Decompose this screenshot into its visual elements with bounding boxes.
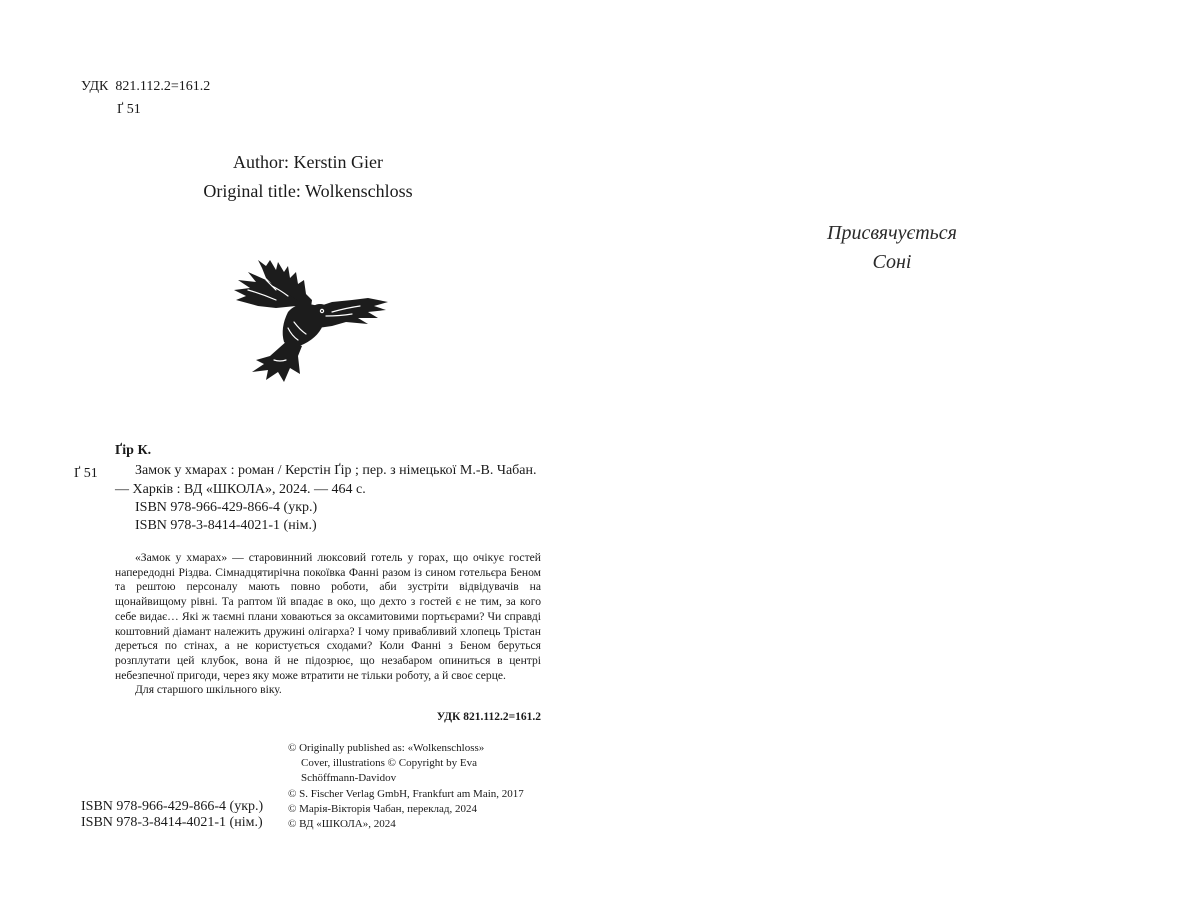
isbn-block [81,799,263,831]
biblio-cutter-number: Ґ 51 [74,466,98,481]
biblio-author: Ґір К. [115,443,152,458]
flying-bird-icon [228,256,392,384]
dedication [780,219,1004,277]
isbn-ukr: ISBN 978-966-429-866-4 (укр.) [81,799,264,814]
biblio-entry-block [115,461,541,535]
dedication-line-1: Присвячується [827,222,957,244]
udk-number: 821.112.2=161.2 [115,79,211,94]
udk-cutter-number: Ґ 51 [117,102,141,117]
copyright-block [288,741,550,832]
biblio-isbn-ukr: ISBN 978-966-429-866-4 (укр.) [135,500,318,515]
copyright-line-shkola: © ВД «ШКОЛА», 2024 [288,818,396,831]
copyright-line-translation: © Марія-Вікторія Чабан, переклад, 2024 [288,802,478,815]
biblio-isbn-ger: ISBN 978-3-8414-4021-1 (нім.) [135,518,317,533]
credits-block [150,148,466,206]
original-title-credit: Original title: Wolkenschloss [203,181,413,201]
udk-label: УДК [81,79,109,94]
dedication-line-2: Соні [872,251,912,273]
copyright-line-original: © Originally published as: «Wolkenschloss» [288,742,485,754]
annotation [115,551,541,698]
copyright-line-publisher: © S. Fischer Verlag GmbH, Frankfurt am Main, 2017 [288,787,524,800]
biblio-entry: Замок у хмарах : роман / Керстін Ґір ; пер. з німецької М.-В. Чабан. — Харків : ВД «ШКОЛА», 2024. — 464 с. [115,463,537,497]
isbn-ger: ISBN 978-3-8414-4021-1 (нім.) [81,815,263,830]
author-credit: Author: Kerstin Gier [233,152,383,172]
udk-code [81,79,210,95]
copyright-line-cover-name: Schöffmann-Davidov [301,772,397,785]
annotation-text: «Замок у хмарах» — старовинний люксовий готель у горах, що очікує гостей напередодні Різдва. Сімнадцятирічна покоївка Фанні разом із сином готельєра Беном та рештою персоналу мають повно роботи, аби зустріти відвідувачів на щонайвищому рівні. Та раптом їй впадає в око, що дехто з гостей є не тим, за кого себе видає… Які ж таємні плани ховаються за оксамитовими портьєрами? Чи справді коштовний діамант належить дружині олігарха? І чому привабливий хлопець Трістан дереться по стінах, а не користується сходами? Коли Фанні з Беном беруться розплутати цей клубок, вона й не підозрює, що незабаром опиниться в центрі небезпечної пригоди, через яку може втратити не тільки роботу, а й своє серце. [115,551,541,682]
annotation-audience: Для старшого шкільного віку. [135,683,282,697]
copyright-line-cover: Cover, illustrations © Copyright by Eva [301,757,477,770]
udk-bottom: УДК 821.112.2=161.2 [436,711,541,723]
